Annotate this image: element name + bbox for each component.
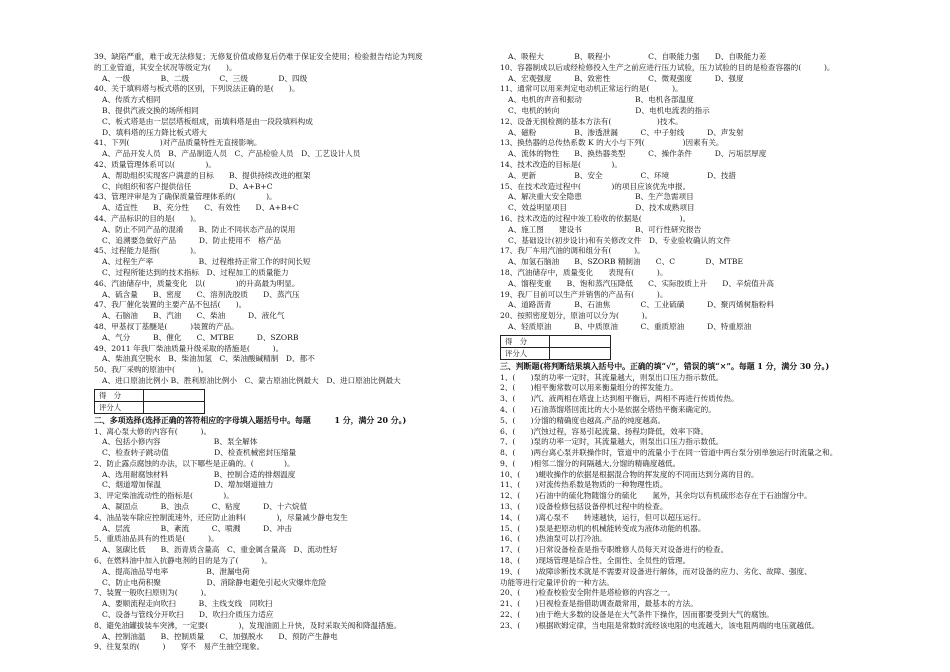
question-line: 7、( )泵的功率一定时，其流量越大，则泵出口压力指示数低。 [500, 437, 724, 447]
option-line: A、解决重大安全隐患 B、生产急需项目 [508, 192, 694, 202]
question-line: 48、甲基叔丁基醚是( )装置的产品。 [94, 321, 239, 331]
question-line: 17、我厂车用汽油的调和组分有( )。 [500, 246, 645, 256]
question-line: 12、( )石油中的硫化物随馏分的硫化 氮外，其余均以有机硫形态存在于石油馏分中。 [500, 491, 812, 501]
question-line: 20、按照密度划分，原油可以分为( )。 [500, 311, 653, 321]
option-line: A、要顺流程走向吹扫 B、主线支线 同吹扫 [102, 599, 273, 609]
question-line: 16、技术改造的过程中竣工验收的依据是( )。 [500, 213, 691, 223]
right-questions-part2 [500, 373, 870, 632]
option-line: C、过程所能达到的技术指标 D、过程加工的质量能力 [102, 267, 289, 277]
left-questions-part2 [94, 427, 466, 654]
option-line: A、硫含量 B、密度 C、溶剂洗胶质 D、蒸汽压 [102, 289, 300, 299]
option-line: A、进口原油比例小 B、胜利原油比例小 C、蒙古原油比例最大 D、进口原油比例最大 [102, 375, 401, 385]
question-line: 10、容器制成以后或经检修投入生产之前应进行压力试验，压力试验的目的是检查容器的( )。 [500, 62, 835, 72]
question-line: 7、装置一般吹扫原则为( )。 [94, 588, 212, 598]
option-line: A、过程生产率 B、过程维持正常工作的时间长短 [102, 257, 311, 267]
question-line: 18、汽油储存中，质量变化 表现有( )。 [500, 267, 668, 277]
option-line: A、道路沥青 B、石油焦 C、工业硫磺 D、聚丙烯树脂粉料 [508, 300, 774, 310]
option-line: A、选用耐腐蚀材料 B、控制合适的排烟温度 [102, 469, 296, 479]
question-line: 14、( )离心泵不 转速越快，运行，但可以超压运行。 [500, 512, 706, 522]
option-line: C、防止电荷积聚 D、消除静电避免引起火灾爆炸危险 [102, 577, 327, 587]
question-line: 41、下列( )对产品质量特性无直接影响。 [94, 138, 262, 148]
question-line: 15、在技术改造过程中( )的项目应该优先申报。 [500, 181, 691, 191]
option-line: A、电机的声音和振动 B、电机各部温度 [508, 95, 694, 105]
question-line: 20、( )检查校验安全附件是塔检修的内容之一。 [500, 588, 676, 598]
option-line: A、帮助组织实现客户满意的目标 B、提供持续改进的框架 [102, 170, 311, 180]
score-label: 得 分 [501, 335, 550, 347]
question-line: 18、( )现场管理是综合性、全面性、全员性的管理。 [500, 556, 691, 566]
question-line: 49、2011 年我厂柴油质量升级采取的措施是( )。 [94, 343, 284, 353]
option-line: A、施工图 建设书 B、可行性研究报告 [508, 224, 702, 234]
option-line: A、提高油品导电率 B、泄漏电荷 [102, 566, 250, 576]
question-line: 23、( )根据欧姆定律，当电阻是常数时流经该电阻的电流越大，该电阻两端的电压就越低。 [500, 620, 820, 630]
question-line: 9、往复泵的( ) 穿不 易产生抽空现象。 [94, 642, 265, 652]
score-box-right [500, 335, 611, 360]
question-line: 12、设备无损检测的基本方法有( )技术。 [500, 116, 683, 126]
right-column [500, 52, 870, 632]
option-line: C、向组织和客户提供信任 D、A+B+C [102, 181, 273, 191]
question-line: 21、( )日视检查是指借助调查最常用，最基本的方法。 [500, 599, 698, 609]
question-line: 13、换热器的总传热系数 K 的大小与下列( )因素有关。 [500, 138, 724, 148]
question-line: 6、在燃料油中加入抗静电剂的目的是为了( )。 [94, 556, 272, 566]
question-line: 5、重质油品具有的性质是( )。 [94, 534, 219, 544]
question-line: 1、( )泵的功率一定时，其流量越大，则泵出口压力指示数低。 [500, 372, 724, 382]
option-line: C、效益明显项目 D、技术成熟项目 [508, 203, 695, 213]
question-line: 8、避免油罐拔装车突沸，一定要( )，发现油面上升快，及时采取关阀和降温措施。 [94, 620, 401, 630]
option-line: A、包括小修内容 B、泵全解体 [102, 437, 258, 447]
question-line: 8、( )两台离心泵并联操作时，管道中的流量小于在同一管道中两台泵分别单独运行时流量之和。 [500, 448, 838, 458]
question-line: 44、产品标识的目的是( )。 [94, 213, 201, 223]
option-line: B、提供汽液交换的场所相同 [102, 105, 199, 115]
question-line: 2、防止露点腐蚀的办法，以下哪些是正确的。( )。 [94, 458, 295, 468]
option-line: A、吸程大 B、吸程小 C、自吸能力强 D、自吸能力差 [508, 52, 767, 61]
option-line: A、轻质原油 B、中质原油 C、重质原油 D、特重原油 [508, 321, 752, 331]
option-line: A、一级 B、二级 C、三级 D、四级 [102, 73, 308, 83]
question-line: 3、( )汽、液两相在塔盘上达到相平衡后，两相不再进行传质传热。 [500, 394, 739, 404]
option-line: A、馏程变重 B、饱和蒸汽压降低 C、实际胶质上升 D、辛烷值升高 [508, 278, 774, 288]
question-line: 17、( )日常设备检查是指专职维修人员每天对设备进行的检查。 [500, 545, 729, 555]
option-line: C、板式塔是由一层层塔板组成，而填料塔是由一段段填料构成 [102, 116, 313, 126]
section2-heading: 二、多项选择(选择正确的答符相应的字母填入题括号中。每题 1 分，满分 20 分。) [94, 415, 407, 425]
option-line: A、层流 B、紊流 C、喷溅 D、冲击 [102, 523, 293, 533]
option-line: A、柴油真空脱水 B、柴油加氢 C、柴油酸碱精制 D、都不 [102, 354, 315, 364]
question-line: 3、评定柴油流动性的指标是( )。 [94, 491, 234, 501]
reviewer-label: 评分人 [501, 347, 550, 359]
question-line: 4、油品装车除应控制流速外，还应防止油料( )，尽量减少静电发生 [94, 512, 348, 522]
option-line: C、基础设计(初步设计)和有关修改文件 D、专业验收确认的文件 [508, 235, 731, 245]
left-column [94, 52, 466, 653]
question-line: 11、通常可以用来判定电动机正常运行的是( )。 [500, 84, 683, 94]
question-line: 5、( )分馏的精确度也越高,产品的纯度越高。 [500, 415, 666, 425]
option-line: A、加氢石脑油 B、SZORB 精制油 C、C D、MTBE [508, 257, 744, 267]
option-line: A、宏观强度 B、致密性 C、微观强度 D、强度 [508, 73, 744, 83]
option-line: C、检查转子跳动值 D、检查机械密封压缩量 [102, 448, 297, 458]
question-line: 19、我厂目前可以生产并销售的产品有( )。 [500, 289, 668, 299]
option-line: A、传质方式相同 [102, 95, 161, 105]
question-line: 47、我厂催化装置的主要产品不包括( )。 [94, 300, 247, 310]
option-line: 功能等进行定量评价的一种方法。 [500, 577, 614, 587]
option-line: C、电机的转向 D、电机电流表的指示 [508, 105, 710, 115]
question-line: 42、质量管理体系可以( )。 [94, 159, 216, 169]
question-line: 16、( )热油泵可以打冷油。 [500, 534, 607, 544]
option-line: A、更新 B、安全 C、环境 D、技措 [508, 170, 736, 180]
question-line: 39、缺陷严重，难于或无法修复；无修复价值或修复后仍难于保证安全使用；检验报告结论为判废 [94, 52, 423, 61]
section3-heading: 三、判断题(将判断结果填入括号中。正确的填“√”，错误的填“×”。每题 1 分，满分 30 分。) [500, 361, 830, 371]
question-line: 14、技术改造的目标是( )。 [500, 159, 622, 169]
option-line: A、石脑油 B、汽油 C、柴油 D、液化气 [102, 311, 285, 321]
option-line: A、凝固点 B、浊点 C、粘度 D、十六烷值 [102, 502, 308, 512]
question-line: 45、过程能力是指( )。 [94, 246, 201, 256]
option-line: C、烟道增加保温 D、增加烟道抽力 [102, 480, 274, 490]
question-line: 15、( )泵是把原动机的机械能转变成为液体动能的机器。 [500, 523, 706, 533]
option-line: C、追溯要急做好产品 D、防止使用不 格产品 [102, 235, 281, 245]
question-line: 11、( )对流传热系数是物质的一种物理性质。 [500, 480, 668, 490]
question-line: 19、( )故障诊断技术就是不需要对设备进行解体，而对设备的应力、劣化、故障、强度、 [500, 566, 812, 576]
option-line: A、流体的物性 B、换热器类型 C、操作条件 D、污垢层厚度 [508, 149, 767, 159]
question-line: 2、( )相平衡常数可以用来衡量组分的挥发能力。 [500, 383, 678, 393]
option-line: 的工业管道，其安全状况等级定为( )。 [94, 62, 237, 72]
option-line: A、氢碳比低 B、沥青质含量高 C、重金属含量高 D、流动性好 [102, 545, 338, 555]
score-box-left [94, 389, 205, 414]
option-line: D、填料塔的压力降比板式塔大 [102, 127, 207, 137]
question-line: 22、( )由于绝大多数的设备是在大气条件下操作，因而都要受到大气的腐蚀。 [500, 610, 774, 620]
option-line: A、产品开发人员 B、产品制造人员 C、产品检验人员 D、工艺设计人员 [102, 149, 361, 159]
question-line: 6、( )汽蚀过程，容易引起流量、扬程均降低，效率下降。 [500, 426, 709, 436]
option-line: A、磁粉 B、渗透泄漏 C、中子射线 D、声发射 [508, 127, 744, 137]
option-line: A、控制油温 B、控制质量 C、加强脱水 D、预防产生静电 [102, 631, 338, 641]
question-line: 40、关于填料塔与板式塔的区别，下列说法正确的是( )。 [94, 84, 300, 94]
reviewer-label: 评分人 [95, 401, 144, 413]
right-questions-part1 [500, 52, 870, 333]
option-line: A、防止不同产品的混淆 B、防止不同状态产品的误用 [102, 224, 296, 234]
question-line: 13、( )设备检修包括设备停机过程中的检查。 [500, 502, 668, 512]
question-line: 46、汽油储存中，质量变化 以( )的升高最为明显。 [94, 278, 300, 288]
question-line: 4、( )石油蒸馏塔回流比的大小是依据全塔热平衡来确定的。 [500, 404, 716, 414]
option-line: C、设备与管线分开吹扫 D、吹扫介质压力适应 [102, 610, 274, 620]
question-line: 10、( )蜆收操作的依据是根据混合物的挥发度的不同而达到分离的目的。 [500, 469, 759, 479]
left-questions-part1 [94, 52, 466, 387]
question-line: 43、管理评审是为了确保质量管理体系的( )。 [94, 192, 277, 202]
question-line: 50、我厂采购的原油中( )。 [94, 365, 209, 375]
question-line: 1、离心泵大修的内容有( )。 [94, 426, 212, 436]
option-line: A、气分 B、催化 C、MTBE D、SZORB [102, 332, 299, 342]
option-line: A、适宜性 B、充分性 C、有效性 D、A+B+C [102, 203, 299, 213]
score-label: 得 分 [95, 389, 144, 401]
question-line: 9、( )相邻二馏分的间隔越大,分馏的精确度越低。 [500, 458, 681, 468]
